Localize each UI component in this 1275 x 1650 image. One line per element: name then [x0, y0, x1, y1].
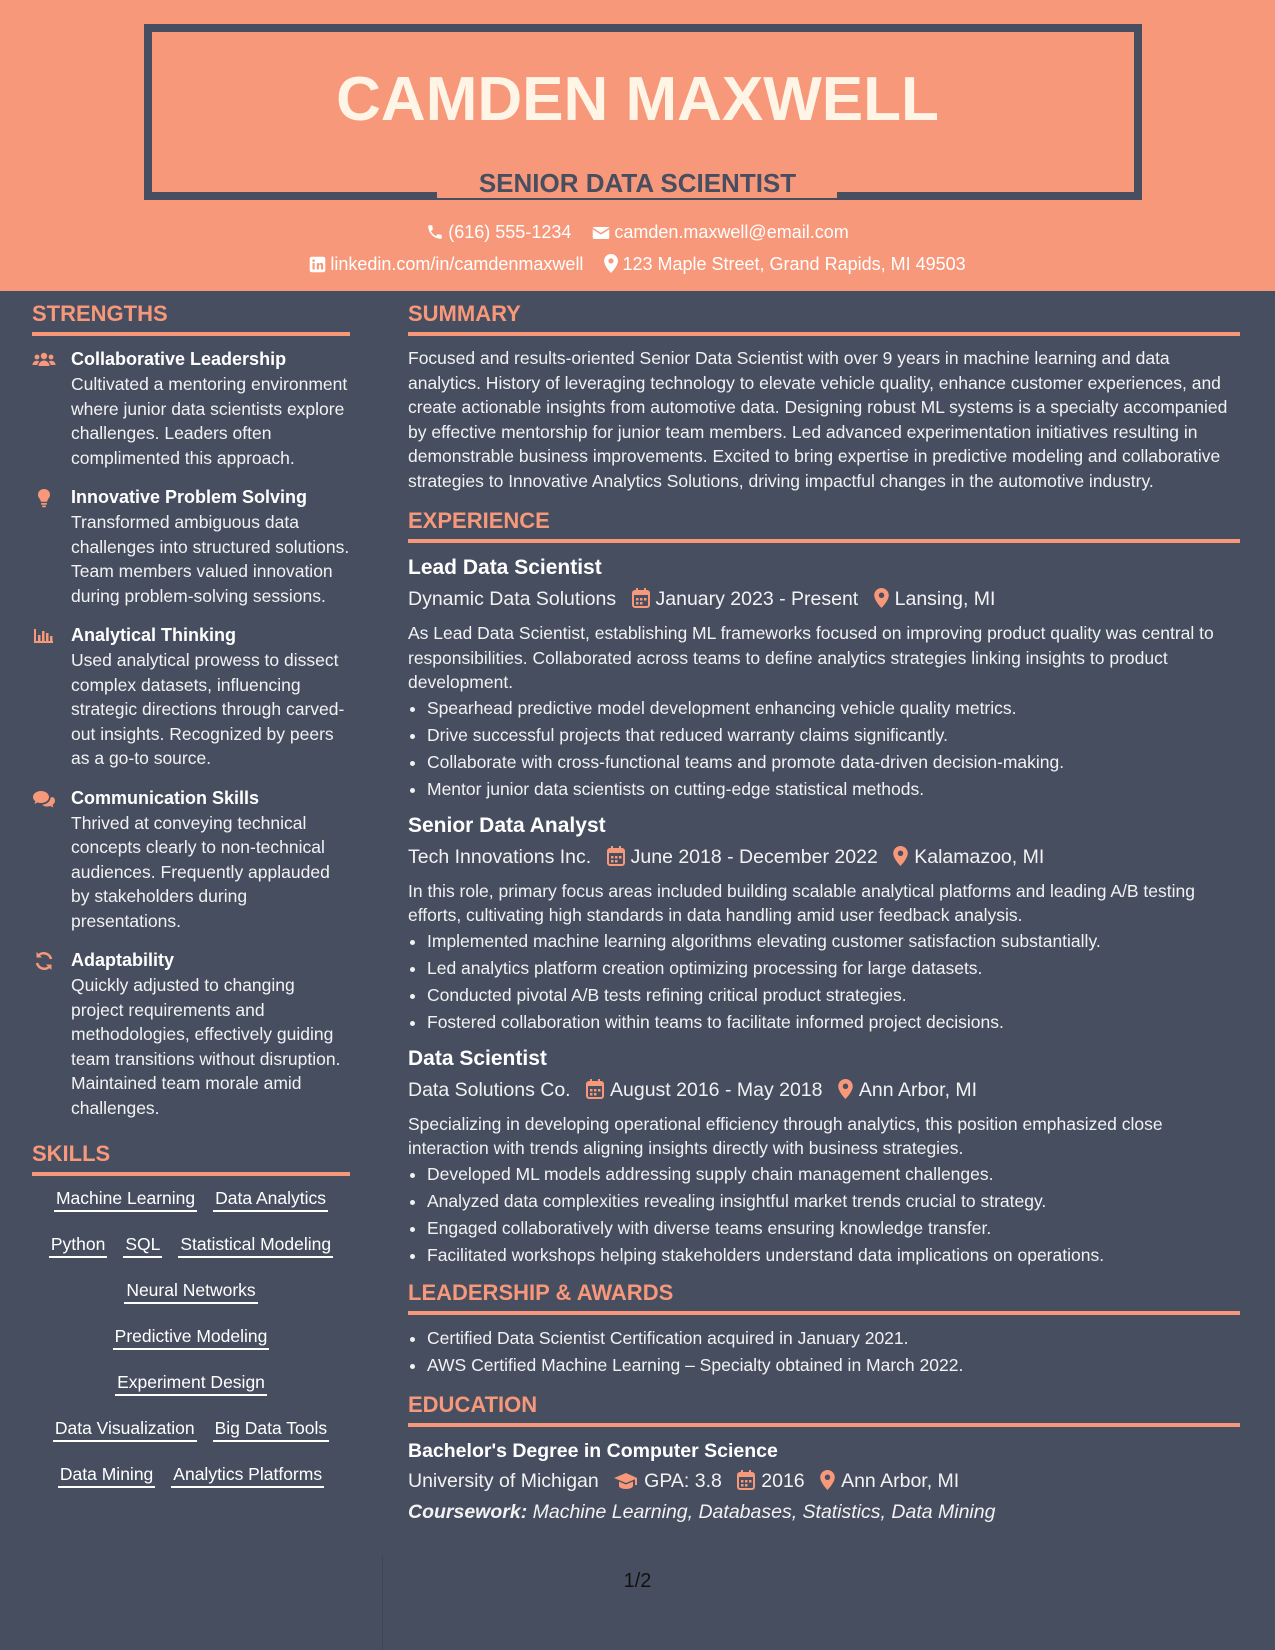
awards-heading: LEADERSHIP & AWARDS	[408, 1279, 1240, 1315]
strength-title: Communication Skills	[71, 787, 260, 808]
edu-year: 2016	[761, 1469, 805, 1492]
map-marker-icon	[820, 1470, 835, 1490]
map-marker-icon	[838, 1079, 853, 1099]
calendar-icon	[737, 1470, 755, 1490]
job-meta	[408, 841, 1240, 873]
job-location: Kalamazoo, MI	[914, 845, 1045, 868]
job-bullet: • Led analytics platform creation optimizing processing for large datasets.	[427, 955, 1240, 982]
edu-school: University of Michigan	[408, 1469, 599, 1492]
map-marker-icon	[874, 588, 889, 608]
strength-title: Innovative Problem Solving	[71, 487, 308, 507]
strength-desc: Quickly adjusted to changing project requirements and methodologies, effectively guiding team transitions without disruption. Maintained team morale amid challenges.	[71, 975, 341, 1118]
skill-row	[32, 1278, 350, 1305]
linkedin-item	[309, 254, 588, 274]
skill-row	[32, 1462, 350, 1489]
job-location: Ann Arbor, MI	[858, 1078, 978, 1101]
graduation-cap-icon	[614, 1472, 638, 1490]
skill-tag: Data Visualization	[53, 1416, 197, 1442]
right-column	[408, 300, 1240, 1527]
education-heading: EDUCATION	[408, 1391, 1240, 1427]
skill-row	[32, 1370, 350, 1397]
header-banner	[0, 0, 1275, 291]
strength-desc: Used analytical prowess to dissect complex datasets, influencing strategic directions through carved-out insights. Recognized by peers as a go-to source.	[71, 650, 345, 768]
linkedin-link[interactable]: linkedin.com/in/camdenmaxwell	[330, 254, 584, 274]
job-company: Tech Innovations Inc.	[408, 845, 592, 868]
skills-list	[32, 1186, 350, 1489]
skill-tag: Big Data Tools	[213, 1416, 330, 1442]
calendar-icon	[607, 846, 625, 866]
strength-desc: Transformed ambiguous data challenges into structured solutions. Team members valued innovation during problem-solving sessions.	[71, 512, 350, 606]
skill-tag: Python	[49, 1232, 107, 1258]
job-dates: August 2016 - May 2018	[610, 1078, 823, 1101]
contact-row-2	[0, 252, 1275, 276]
skills-heading: SKILLS	[32, 1140, 350, 1176]
job-bullet: • Analyzed data complexities revealing insightful market trends crucial to strategy.	[427, 1188, 1240, 1215]
comments-icon	[32, 789, 56, 809]
job-dates: June 2018 - December 2022	[630, 845, 878, 868]
summary-text: Focused and results-oriented Senior Data Scientist with over 9 years in machine learning and data analytics. History of leveraging technology to elevate vehicle quality, enhance customer experiences, and create actionable insights from automotive data. Designing robust ML systems is a specialty accompanied by effective mentorship for junior team members. Led advanced experimentation initiatives resulting in demonstrable business improvements. Excited to bring expertise in predictive modeling and collaborative strategies to Innovative Analytics Solutions, driving impactful changes in the automotive industry.	[408, 348, 1228, 491]
skill-row	[32, 1416, 350, 1443]
skill-row	[32, 1324, 350, 1351]
strength-item	[32, 947, 350, 1120]
phone-number[interactable]: (616) 555-1234	[448, 222, 572, 242]
award-item: • AWS Certified Machine Learning – Specialty obtained in March 2022.	[427, 1352, 1240, 1379]
job-role: Senior Data Analyst	[408, 813, 606, 837]
job-meta	[408, 1074, 1240, 1106]
strength-item	[32, 622, 350, 771]
job-bullet: • Drive successful projects that reduced warranty claims significantly.	[427, 722, 1240, 749]
job-entry	[408, 1044, 1240, 1269]
contact-row-1	[0, 220, 1275, 244]
strength-item	[32, 346, 350, 470]
job-bullet: • Mentor junior data scientists on cutting-edge statistical methods.	[427, 776, 1240, 803]
strengths-heading: STRENGTHS	[32, 300, 350, 336]
job-bullet: • Implemented machine learning algorithms elevating customer satisfaction substantially.	[427, 928, 1240, 955]
refresh-icon	[32, 951, 56, 971]
skill-tag: Neural Networks	[124, 1278, 257, 1304]
job-meta	[408, 583, 1240, 615]
job-bullet: • Developed ML models addressing supply chain management challenges.	[427, 1161, 1240, 1188]
strength-title: Adaptability	[71, 950, 175, 970]
strength-title: Collaborative Leadership	[71, 349, 287, 369]
job-bullet: • Spearhead predictive model development enhancing vehicle quality metrics.	[427, 695, 1240, 722]
job-bullet: • Engaged collaboratively with diverse teams ensuring knowledge transfer.	[427, 1215, 1240, 1242]
skill-tag: Analytics Platforms	[171, 1462, 324, 1488]
skill-row	[32, 1232, 350, 1259]
job-entry	[408, 553, 1240, 803]
email-item	[592, 222, 848, 242]
job-bullets	[408, 695, 1240, 803]
award-item: • Certified Data Scientist Certification acquired in January 2021.	[427, 1325, 1240, 1352]
skill-tag: Experiment Design	[115, 1370, 267, 1396]
strength-desc: Cultivated a mentoring environment where junior data scientists explore challenges. Leaders often complimented this approach.	[71, 374, 348, 468]
job-company: Data Solutions Co.	[408, 1078, 571, 1101]
awards-list	[408, 1325, 1240, 1379]
envelope-icon	[592, 225, 610, 241]
job-description: Specializing in developing operational efficiency through analytics, this position emphasized close interaction with trends aligning insights directly with business strategies.	[408, 1113, 1163, 1158]
job-bullet: • Collaborate with cross-functional teams and promote data-driven decision-making.	[427, 749, 1240, 776]
address-text: 123 Maple Street, Grand Rapids, MI 49503	[622, 254, 966, 274]
skill-tag: Machine Learning	[54, 1186, 197, 1212]
summary-heading: SUMMARY	[408, 300, 1240, 336]
candidate-name: CAMDEN MAXWELL	[336, 65, 939, 134]
strength-title: Analytical Thinking	[71, 625, 237, 645]
map-marker-icon	[604, 254, 618, 273]
job-location: Lansing, MI	[894, 588, 996, 610]
phone-item	[426, 222, 576, 242]
skill-tag: Statistical Modeling	[178, 1232, 333, 1258]
calendar-icon	[632, 588, 650, 608]
map-marker-icon	[893, 846, 908, 866]
calendar-icon	[586, 1079, 604, 1099]
experience-heading: EXPERIENCE	[408, 507, 1240, 543]
job-title: SENIOR DATA SCIENTIST	[478, 168, 797, 198]
strength-desc: Thrived at conveying technical concepts clearly to non-technical audiences. Frequently applauded by stakeholders during presentations.	[71, 812, 330, 931]
job-role: Lead Data Scientist	[408, 556, 602, 579]
bar-chart-icon	[32, 626, 56, 646]
job-description: In this role, primary focus areas included building scalable analytical platforms and leading A/B testing efforts, cultivating high standards in data handling amid user feedback analysis.	[408, 880, 1195, 925]
lightbulb-icon	[32, 488, 56, 508]
job-description: As Lead Data Scientist, establishing ML frameworks focused on improving product quality was central to responsibilities. Collaborated across teams to define analytics strategies linking insights to product development.	[408, 623, 1214, 692]
users-icon	[32, 350, 56, 370]
job-company: Dynamic Data Solutions	[408, 588, 617, 610]
job-bullet: • Fostered collaboration within teams to facilitate informed project decisions.	[427, 1009, 1240, 1036]
email-address[interactable]: camden.maxwell@email.com	[614, 222, 849, 242]
job-bullet: • Conducted pivotal A/B tests refining critical product strategies.	[427, 982, 1240, 1009]
left-column	[32, 300, 350, 1508]
strength-item	[32, 484, 350, 608]
job-bullets	[408, 928, 1240, 1036]
job-bullet: • Facilitated workshops helping stakeholders understand data implications on operations.	[427, 1242, 1240, 1269]
linkedin-icon	[309, 256, 326, 273]
edu-coursework	[408, 1497, 1240, 1527]
edu-location: Ann Arbor, MI	[841, 1469, 960, 1492]
edu-gpa: GPA: 3.8	[644, 1469, 722, 1492]
page-number: 1/2	[623, 1570, 652, 1592]
skill-row	[32, 1186, 350, 1213]
job-role: Data Scientist	[408, 1046, 547, 1070]
skill-tag: SQL	[123, 1232, 162, 1258]
skill-tag: Predictive Modeling	[113, 1324, 270, 1350]
job-bullets	[408, 1161, 1240, 1269]
job-dates: January 2023 - Present	[655, 588, 859, 610]
edu-degree: Bachelor's Degree in Computer Science	[408, 1439, 778, 1462]
job-entry	[408, 811, 1240, 1036]
skill-tag: Data Analytics	[213, 1186, 328, 1212]
phone-icon	[426, 223, 444, 241]
skill-tag: Data Mining	[58, 1462, 155, 1488]
coursework-list: Machine Learning, Databases, Statistics, Data Mining	[532, 1500, 996, 1523]
strength-item	[32, 785, 350, 934]
address-item	[604, 254, 965, 274]
coursework-label: Coursework:	[408, 1500, 528, 1523]
edu-meta	[408, 1465, 1240, 1497]
